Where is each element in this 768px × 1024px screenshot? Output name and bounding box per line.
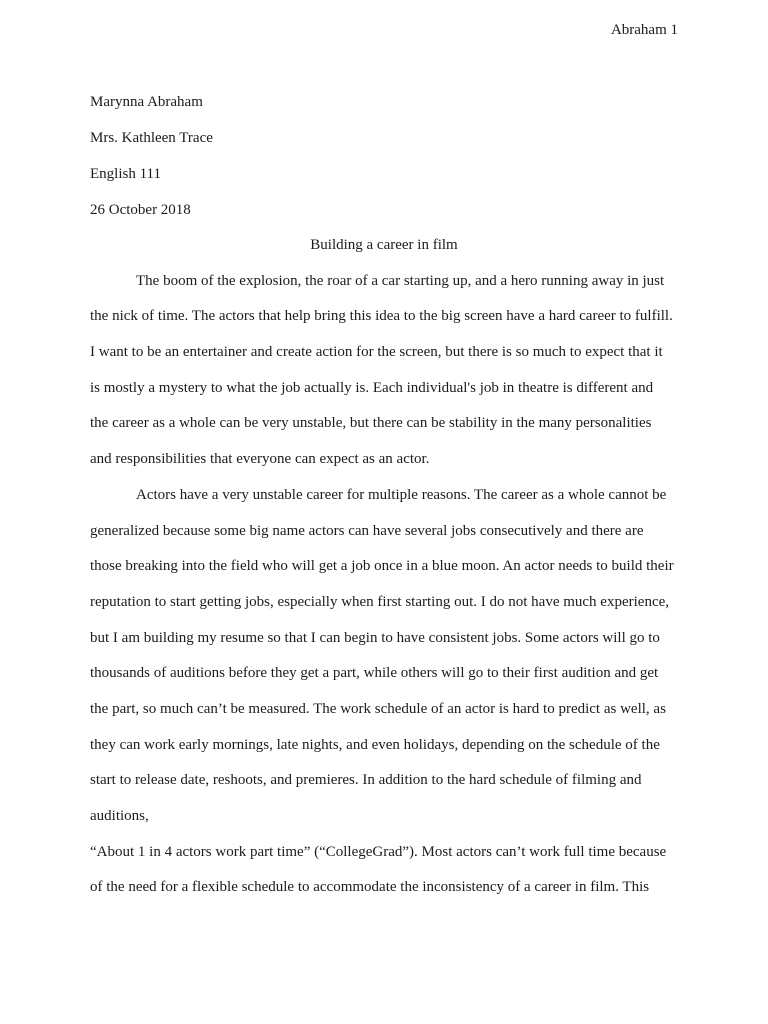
paragraph-line: is mostly a mystery to what the job actually is. Each individual's job in theatre is different and [90, 380, 654, 396]
heading-author: Marynna Abraham [90, 94, 203, 110]
paragraph-line: thousands of auditions before they get a part, while others will go to their first audition and get [90, 665, 659, 681]
paragraph-line: The boom of the explosion, the roar of a car starting up, and a hero running away in just [136, 273, 665, 289]
quote-line: “About 1 in 4 actors work part time” (“CollegeGrad”). Most actors can’t work full time because [90, 844, 667, 860]
paragraph-line: and responsibilities that everyone can expect as an actor. [90, 451, 430, 467]
paragraph-line: of the need for a flexible schedule to accommodate the inconsistency of a career in film. This [90, 879, 650, 895]
running-head: Abraham 1 [610, 22, 678, 38]
paragraph-line: they can work early mornings, late nights, and even holidays, depending on the schedule of the [90, 737, 660, 753]
paragraph-line: auditions, [90, 808, 149, 824]
heading-course: English 111 [90, 166, 161, 182]
paragraph-line: the part, so much can’t be measured. The work schedule of an actor is hard to predict as well, as [90, 701, 666, 717]
paragraph-line: start to release date, reshoots, and premieres. In addition to the hard schedule of filming and [90, 772, 642, 788]
heading-instructor: Mrs. Kathleen Trace [90, 130, 213, 146]
paragraph-line: Actors have a very unstable career for multiple reasons. The career as a whole cannot be [136, 487, 667, 503]
essay-title: Building a career in film [310, 237, 458, 253]
paragraph-line: but I am building my resume so that I can begin to have consistent jobs. Some actors will go to [90, 630, 660, 646]
paragraph-line: the nick of time. The actors that help bring this idea to the big screen have a hard career to fulfill. [90, 308, 673, 324]
paragraph-line: generalized because some big name actors can have several jobs consecutively and there are [90, 523, 644, 539]
paragraph-line: the career as a whole can be very unstable, but there can be stability in the many personalities [90, 415, 652, 431]
paragraph-line: those breaking into the field who will get a job once in a blue moon. An actor needs to build their [90, 558, 674, 574]
paragraph-line: I want to be an entertainer and create action for the screen, but there is so much to expect that it [90, 344, 663, 360]
heading-date: 26 October 2018 [90, 202, 191, 218]
paragraph-line: reputation to start getting jobs, especially when first starting out. I do not have much experience, [90, 594, 670, 610]
